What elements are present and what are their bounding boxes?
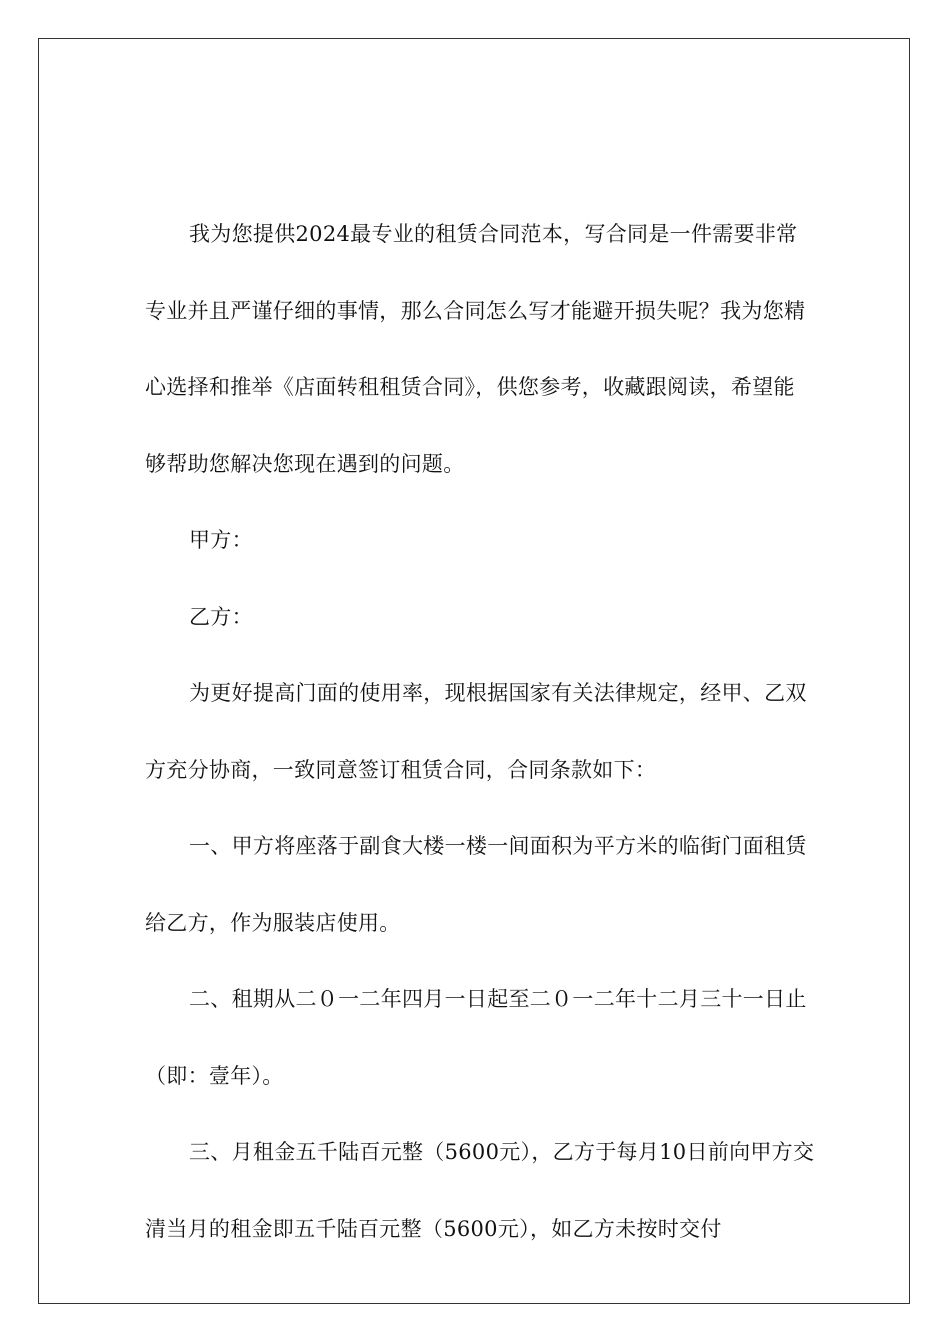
preamble-paragraph: 为更好提高门面的使用率，现根据国家有关法律规定，经甲、乙双方充分协商，一致同意签订租赁合同，合同条款如下：	[145, 681, 807, 782]
clause-3-paragraph: 三、月租金五千陆百元整（5600元），乙方于每月10日前向甲方交清当月的租金即五千陆百元整（5600元），如乙方未按时交付	[145, 1140, 815, 1241]
clause-2-paragraph: 二、租期从二０一二年四月一日起至二０一二年十二月三十一日止（即：壹年）。	[145, 987, 807, 1088]
intro-paragraph: 我为您提供2024最专业的租赁合同范本，写合同是一件需要非常专业并且严谨仔细的事情，那么合同怎么写才能避开损失呢？我为您精心选择和推举《店面转租租赁合同》，供您参考，收藏跟阅读，希望能够帮助您解决您现在遇到的问题。	[145, 222, 806, 476]
party-b-line: 乙方：	[189, 604, 253, 629]
document-body	[145, 196, 815, 1267]
party-a-line: 甲方：	[189, 528, 253, 552]
clause-1-paragraph: 一、甲方将座落于副食大楼一楼一间面积为平方米的临街门面租赁给乙方，作为服装店使用。	[145, 834, 807, 935]
